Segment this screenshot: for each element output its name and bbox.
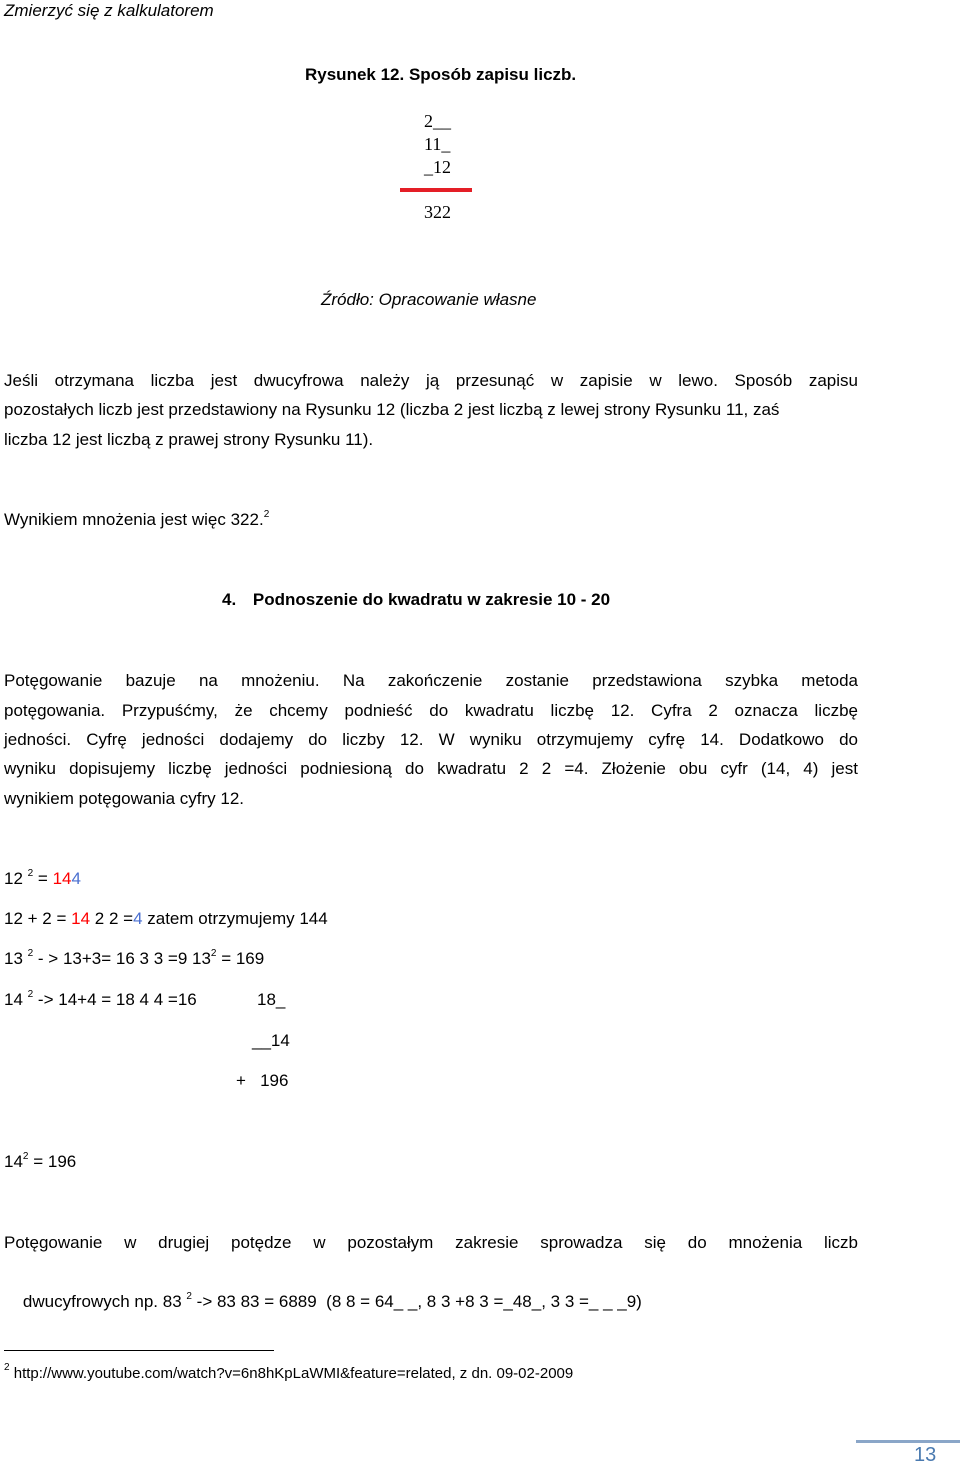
example-4 bbox=[4, 985, 197, 1015]
column-top: 18_ bbox=[257, 990, 286, 1009]
paragraph-line bbox=[4, 1257, 642, 1346]
result-line bbox=[4, 505, 269, 535]
highlight-blue: 4 bbox=[71, 869, 81, 888]
paragraph-line: pozostałych liczb jest przedstawiony na Rysunku 12 (liczba 2 jest liczbą z lewej strony Rysunku 11, zaś bbox=[4, 400, 780, 419]
figure-line-1: 2__ bbox=[424, 111, 451, 131]
example-2 bbox=[4, 904, 328, 934]
text: -> 14+4 = 18 4 4 =16 bbox=[33, 990, 197, 1009]
figure-source: Źródło: Opracowanie własne bbox=[321, 290, 537, 309]
example-1 bbox=[4, 864, 81, 894]
text: 14 bbox=[4, 1152, 23, 1171]
page-number-rule bbox=[856, 1440, 960, 1443]
column-bottom: + 196 bbox=[236, 1071, 289, 1090]
text: = 169 bbox=[216, 949, 265, 968]
column-mid: __14 bbox=[252, 1031, 290, 1050]
exponent: 2 bbox=[27, 989, 34, 1000]
footnote-mark: 2 bbox=[4, 1362, 10, 1373]
exponent: 2 bbox=[27, 948, 34, 959]
paragraph-line: wynikiem potęgowania cyfry 12. bbox=[4, 789, 245, 808]
example-3 bbox=[4, 944, 264, 974]
exponent: 2 bbox=[27, 868, 34, 879]
text: - > 13+3= 16 3 3 =9 13 bbox=[33, 949, 211, 968]
paragraph-line: potęgowania. Przypuśćmy, że chcemy podnieść do kwadratu liczbę 12. Cyfra 2 oznacza liczbę bbox=[4, 701, 858, 720]
exponent: 2 bbox=[186, 1290, 192, 1302]
highlight-red: 14 bbox=[71, 909, 91, 928]
section-heading bbox=[222, 585, 610, 615]
highlight-blue: 4 bbox=[133, 909, 143, 928]
text: -> 83 83 = 6889 (8 8 = 64_ _, 8 3 +8 3 =_48_, 3 3 =_ _ _9) bbox=[191, 1291, 642, 1311]
text: zatem otrzymujemy 144 bbox=[142, 909, 328, 928]
text: 2 2 = bbox=[90, 909, 134, 928]
paragraph-line: jedności. Cyfrę jedności dodajemy do liczby 12. W wyniku otrzymujemy cyfrę 14. Dodatkowo do bbox=[4, 730, 858, 749]
paragraph-line: wyniku dopisujemy liczbę jedności podniesioną do kwadratu 2 2 =4. Złożenie obu cyfr (14, 4) jest bbox=[4, 759, 858, 778]
paragraph-line: Jeśli otrzymana liczba jest dwucyfrowa należy ją przesunąć w zapisie w lewo. Sposób zapisu bbox=[4, 371, 858, 390]
text: = bbox=[33, 869, 53, 888]
text: dwucyfrowych np. 83 bbox=[22, 1291, 187, 1311]
page-number: 13 bbox=[914, 1444, 937, 1466]
running-header: Zmierzyć się z kalkulatorem bbox=[4, 1, 214, 20]
highlight-red: 14 bbox=[52, 869, 72, 888]
paragraph-line: liczba 12 jest liczbą z prawej strony Rysunku 11). bbox=[4, 430, 374, 449]
text: 14 bbox=[4, 990, 28, 1009]
figure-line-3: _12 bbox=[424, 157, 451, 177]
figure-caption: Rysunek 12. Sposób zapisu liczb. bbox=[305, 65, 577, 84]
figure-red-underline bbox=[400, 188, 472, 192]
text: 12 + 2 = bbox=[4, 909, 72, 928]
section-number: 4. bbox=[222, 590, 237, 609]
paragraph-line: Potęgowanie w drugiej potędze w pozostałym zakresie sprowadza się do mnożenia liczb bbox=[4, 1233, 858, 1252]
footnote bbox=[4, 1362, 573, 1386]
figure-line-2: 11_ bbox=[424, 134, 451, 154]
figure-result: 322 bbox=[424, 202, 451, 222]
text: 13 bbox=[4, 949, 28, 968]
result-text: Wynikiem mnożenia jest więc 322. bbox=[4, 510, 264, 529]
section-title: Podnoszenie do kwadratu w zakresie 10 - 20 bbox=[252, 590, 611, 609]
footnote-text: http://www.youtube.com/watch?v=6n8hKpLaWMI&feature=related, z dn. 09-02-2009 bbox=[9, 1365, 574, 1382]
text: = 196 bbox=[28, 1152, 77, 1171]
footnote-separator bbox=[4, 1350, 274, 1351]
text: 12 bbox=[4, 869, 28, 888]
exponent: 2 bbox=[210, 948, 217, 959]
footnote-ref: 2 bbox=[263, 509, 270, 520]
exponent: 2 bbox=[22, 1151, 29, 1162]
paragraph-line: Potęgowanie bazuje na mnożeniu. Na zakończenie zostanie przedstawiona szybka metoda bbox=[4, 671, 858, 690]
example-5 bbox=[4, 1147, 76, 1177]
